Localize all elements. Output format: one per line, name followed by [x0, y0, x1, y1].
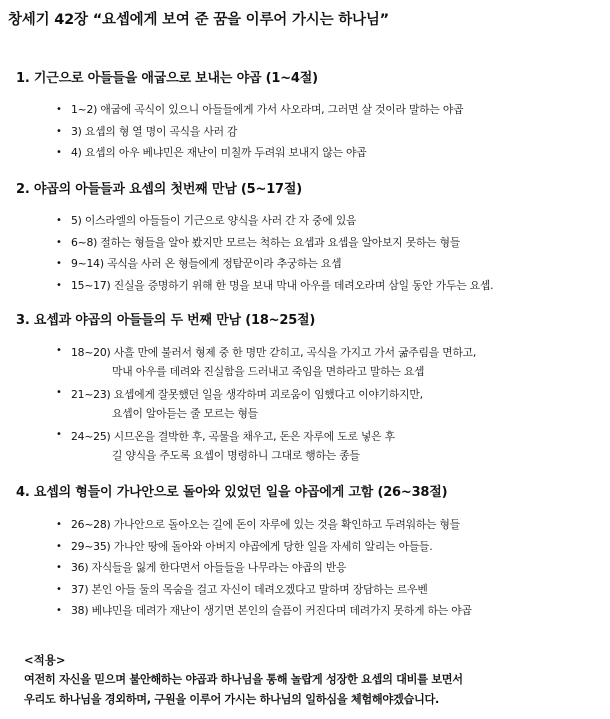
bullet-icon: • [56, 345, 62, 356]
bullet-icon: • [56, 125, 62, 137]
list-item: • 6~8) 절하는 형들을 알아 봤지만 모르는 척하는 요셉과 요셉을 알아보지 못하는 형들 [16, 232, 606, 254]
list-item: • 9~14) 곡식을 사러 온 형들에게 정탐꾼이라 추궁하는 요셉 [16, 253, 606, 275]
bullet-icon: • [56, 258, 62, 269]
bullet-icon: • [56, 583, 62, 595]
section-1-heading: 1. 기근으로 아들들을 애굽으로 보내는 야곱 (1~4절) [16, 71, 318, 86]
bullet-icon: • [56, 605, 62, 616]
bullet-icon: • [56, 519, 62, 530]
section-3-list [16, 341, 606, 467]
list-item: • 37) 본인 아들 둘의 목숨을 걸고 자신이 데려오겠다고 말하며 장담하는 르우벤 [16, 579, 606, 601]
list-item: • 29~35) 가나안 땅에 돌아와 아버지 야곱에게 당한 일을 자세히 알리는 아들들. [16, 536, 606, 558]
section-2 [16, 178, 606, 296]
list-item: • 24~25) 시므온을 결박한 후, 곡물을 채우고, 돈은 자루에 도로 넣은 후 길 양식을 주도록 요셉이 명령하니 그대로 행하는 종들 [16, 425, 606, 467]
list-item: • 5) 이스라엘의 아들들이 기근으로 양식을 사러 간 자 중에 있음 [16, 210, 606, 232]
bullet-icon: • [56, 279, 62, 291]
bullet-icon: • [56, 540, 62, 552]
section-3 [16, 309, 606, 467]
section-2-heading: 2. 야곱의 아들들과 요셉의 첫번째 만남 (5~17절) [16, 182, 302, 197]
list-item: • 38) 베냐민을 데려가 재난이 생기면 본인의 슬픔이 커진다며 데려가지 못하게 하는 야곱 [16, 600, 606, 622]
section-4-list [16, 514, 606, 622]
section-4-heading: 4. 요셉의 형들이 가나안으로 돌아와 있었던 일을 야곱에게 고함 (26~38절) [16, 485, 448, 500]
bullet-icon: • [56, 236, 62, 248]
list-item: • 3) 요셉의 형 열 명이 곡식을 사러 감 [16, 121, 606, 143]
bullet-icon: • [56, 429, 62, 440]
list-item: • 1~2) 애굽에 곡식이 있으니 아들들에게 가서 사오라며, 그러면 살 것이라 말하는 야곱 [16, 99, 606, 121]
list-item: • 15~17) 진실을 증명하기 위해 한 명을 보내 막내 아우를 데려오라며 삼일 동안 가두는 요셉. [16, 275, 606, 297]
bullet-icon: • [56, 387, 62, 398]
application-line: 여전히 자신을 믿으며 불안해하는 야곱과 하나님을 통해 놀랍게 성장한 요셉의 대비를 보면서 [24, 673, 463, 686]
section-2-list [16, 210, 606, 296]
list-item: • 21~23) 요셉에게 잘못했던 일을 생각하며 괴로움이 임했다고 이야기하지만, 요셉이 알아듣는 줄 모르는 형들 [16, 383, 606, 425]
section-1-list [16, 99, 606, 164]
bullet-icon: • [56, 562, 62, 573]
list-item: • 18~20) 사흘 만에 불러서 형제 중 한 명만 갇히고, 곡식을 가지고 가서 굶주림을 면하고, 막내 아우를 데려와 진실함을 드러내고 죽임을 면하라고 말하는 요셉 [16, 341, 606, 383]
bullet-icon: • [56, 215, 62, 226]
application-label: <적용> [24, 653, 66, 667]
bullet-icon: • [56, 147, 62, 158]
list-item: • 26~28) 가나안으로 돌아오는 길에 돈이 자루에 있는 것을 확인하고 두려워하는 형들 [16, 514, 606, 536]
bullet-icon: • [56, 104, 62, 115]
document-title: 창세기 42장 “요셉에게 보여 준 꿈을 이루어 가시는 하나님” [8, 12, 389, 28]
application-line: 우리도 하나님을 경외하며, 구원을 이루어 가시는 하나님의 일하심을 체험해야겠습니다. [24, 693, 439, 706]
section-1 [16, 67, 606, 164]
list-item: • 36) 자식들을 잃게 한다면서 아들들을 나무라는 야곱의 반응 [16, 557, 606, 579]
section-4 [16, 481, 606, 622]
application-section [24, 651, 604, 710]
section-3-heading: 3. 요셉과 야곱의 아들들의 두 번째 만남 (18~25절) [16, 313, 316, 328]
list-item: • 4) 요셉의 아우 베냐민은 재난이 미칠까 두려워 보내지 않는 야곱 [16, 142, 606, 164]
